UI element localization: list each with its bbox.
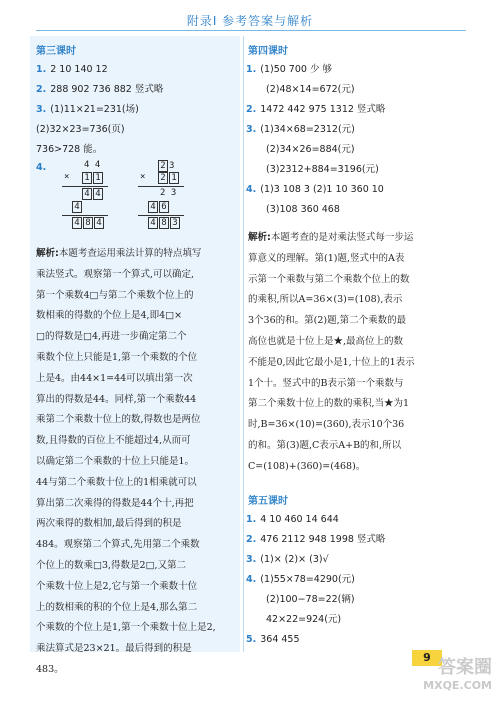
answer-line: 2. 1472 442 975 1312 竖式略 — [246, 104, 386, 115]
answer-line: (2)34×26=884(元) — [266, 144, 355, 155]
answer-line: 4. (1)3 108 3 (2)1 10 360 10 — [246, 184, 384, 195]
calc-row-boxed: 2 1 — [158, 172, 180, 184]
section-title-lesson3: 第三课时 — [36, 46, 76, 57]
calc-row-boxed: 4 — [72, 201, 83, 213]
answer-line: (2)48×14=672(元) — [266, 84, 355, 95]
calc-operator: × — [140, 172, 146, 182]
answer-line: 3. (1)34×68=2312(元) — [246, 124, 355, 135]
answer-line: 5. 364 455 — [246, 633, 300, 645]
calc-row: 4 4 — [84, 160, 101, 170]
page-header-title: 附录Ⅰ 参考答案与解析 — [186, 14, 314, 28]
answer-line: 2. 288 902 736 882 竖式略 — [36, 84, 164, 95]
calc-row: 2 3 — [160, 188, 177, 198]
answer-line: 736>728 能。 — [36, 144, 103, 155]
calc-row-boxed: 2 3 — [158, 160, 174, 172]
calc-row-boxed: 1 1 — [82, 172, 104, 184]
watermark: 答案圈 MXQE.COM — [423, 657, 492, 692]
answer-line: 1. 4 10 460 14 644 — [246, 513, 339, 525]
column-divider — [243, 36, 244, 652]
calc-row-result: 4 8 3 — [148, 217, 181, 229]
answer-line: (3)2312+884=3196(元) — [266, 164, 379, 175]
answer-line: 1. 2 10 140 12 — [36, 64, 108, 75]
calc-row-boxed: 4 4 — [82, 188, 104, 200]
section-title-lesson5: 第五课时 — [248, 495, 288, 507]
answer-line: (3)108 360 468 — [266, 204, 340, 215]
vertical-calc-2 — [136, 160, 196, 238]
right-column — [246, 36, 470, 650]
answer-line: (2)32×23=736(页) — [36, 124, 125, 135]
page-header — [0, 0, 500, 34]
answer-line: 2. 476 2112 948 1998 竖式略 — [246, 533, 386, 545]
analysis-paragraph: 解析:本题考查运用乘法计算的特点填写 乘法竖式。观察第一个算式,可以确定, 第一个乘数4□与第二个乘数个位上的 数相乘的得数的个位上是4,即4□× □的得数是□4,再进一步确定第二个 乘数个位上只能是1,第一个乘数的个位 上是4。由44×1=44可以填出第一次 算出的得数是44。同样,第一个乘数44 乘第二个乘数十位上的数,得数也是两位 数,且得数的百位上不能超过4,从而可 以确定第二个乘数的十位上只能是1。 44与第二个乘数十位上的1相乘就可以 算出第二次乘得的得数是44个十,再把 两次乘得的数相加,最后得到的积是 484。观察第二个算式,先用第二个乘数 个位上的数乘□3,得数是2□,又第二 个乘数十位上是2,它与第一个乘数十位 上的数相乘的积的个位上是4,那么第二 个乘数的个位上是1,第一个乘数十位上是2, 乘法算式是23×21。最后得到的积是 483。 — [36, 248, 216, 675]
vertical-calc-1 — [60, 160, 120, 238]
q4-number: 4. — [36, 162, 47, 173]
q4-block — [30, 160, 240, 240]
calc-operator: × — [64, 172, 70, 182]
answer-line: 4. (1)55×78=4290(元) — [246, 573, 355, 585]
answer-line: 3. (1)11×21=231(场) — [36, 104, 139, 115]
calc-row-result: 4 8 4 — [72, 217, 105, 229]
calc-row-boxed: 4 6 — [148, 201, 170, 213]
answer-line: 1. (1)50 700 少 够 — [246, 64, 332, 75]
section-title-lesson4: 第四课时 — [248, 46, 288, 57]
analysis-paragraph: 解析:本题考查的是对乘法竖式每一步运 算意义的理解。第(1)题,竖式中的A表 示第一个乘数与第二个乘数个位上的数 的乘积,所以A=36×(3)=(108),表示 3个36的和。第(2)题,第二个乘数的最 高位也就是十位上是★,最高位上的数 不能是0,因此它最小是1,十位上的1表示 1个十。竖式中的B表示第一个乘数与 第二个乘数十位上的数的乘积,当★为1 时,B=36×(10)=(360),表示10个36 的和。第(3)题,C表示A+B的和,所以 C=(108)+(360)=(468)。 — [248, 232, 415, 472]
answer-line: 42×22=924(元) — [266, 613, 342, 625]
answer-line: (2)100−78=22(辆) — [266, 593, 355, 605]
header-rule — [36, 30, 466, 31]
answer-line: 3. (1)× (2)× (3)√ — [246, 553, 329, 565]
page-number: 9 — [412, 650, 442, 666]
left-column — [30, 36, 240, 675]
